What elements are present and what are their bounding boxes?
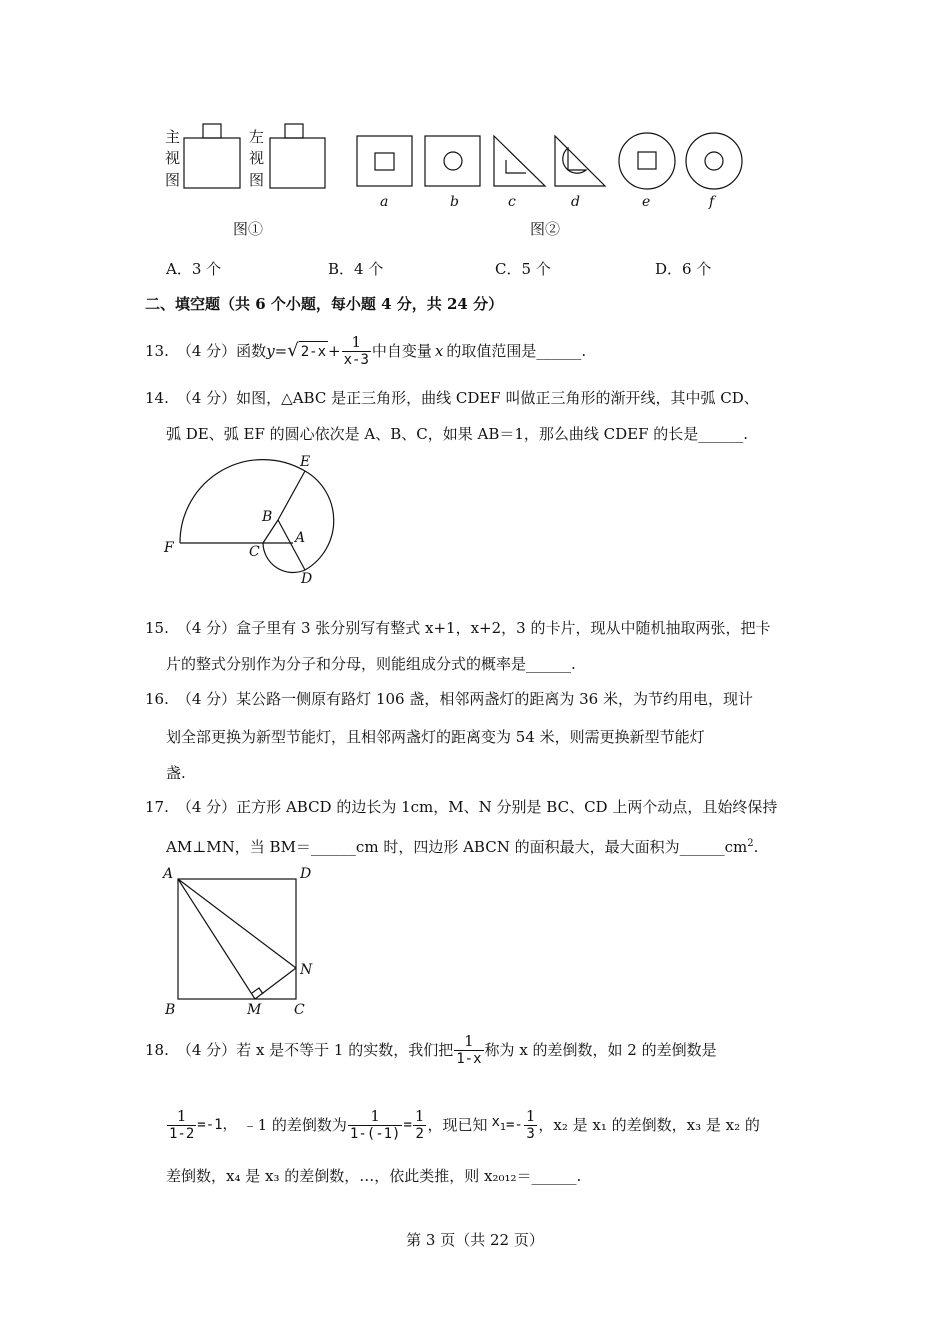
q18-frac2-num: 1 bbox=[176, 1106, 187, 1125]
sqrt-sign: √ bbox=[287, 340, 299, 361]
q17-line1-text: （4 分）正方形 ABCD 的边长为 1cm，M、N 分别是 BC、CD 上两个动点，且始终保持 bbox=[176, 798, 778, 816]
q13-sqrt: 2-x bbox=[299, 341, 328, 362]
q18-line3: 差倒数，x₄ 是 x₃ 的差倒数，…，依此类推，则 x₂₀₁₂＝______. bbox=[166, 1167, 582, 1185]
fig2-caption: 图② bbox=[530, 220, 561, 238]
label-a: A bbox=[295, 530, 306, 546]
shape-c-inner bbox=[506, 160, 526, 173]
q16-line3: 盏. bbox=[166, 764, 186, 782]
q18-line1-pre: （4 分）若 x 是不等于 1 的实数，我们把 bbox=[176, 1041, 454, 1059]
q18-frac-num: 1 bbox=[464, 1031, 474, 1050]
label-f: F bbox=[164, 540, 174, 556]
shape-label-d: d bbox=[571, 194, 580, 210]
q13-plus: + bbox=[328, 342, 341, 360]
q18-number: 18. bbox=[145, 1041, 169, 1059]
page-footer: 第 3 页（共 22 页） bbox=[406, 1231, 544, 1249]
left-view-top bbox=[285, 124, 303, 138]
q17-line2-end: . bbox=[753, 838, 759, 856]
q18-frac3-num: 1 bbox=[370, 1106, 380, 1125]
shape-e-inner bbox=[638, 152, 656, 169]
q13-post: 的取值范围是______. bbox=[446, 342, 587, 360]
shape-b-outer bbox=[425, 136, 480, 186]
label-a: A bbox=[163, 866, 174, 882]
q18-frac4-num: 1 bbox=[414, 1106, 425, 1125]
q18-frac-2 bbox=[167, 1108, 196, 1143]
q18-line2-post: ，x₂ 是 x₁ 的差倒数，x₃ 是 x₂ 的 bbox=[538, 1116, 760, 1134]
q18-line1-post: 称为 x 的差倒数，如 2 的差倒数是 bbox=[484, 1041, 717, 1059]
shape-label-c: c bbox=[508, 194, 516, 210]
q18-frac-3 bbox=[348, 1108, 403, 1143]
q15-number: 15. bbox=[145, 619, 169, 637]
fig1-caption: 图① bbox=[233, 220, 264, 238]
q12-option-d: D．6 个 bbox=[655, 260, 712, 278]
main-view-top bbox=[203, 124, 221, 138]
q18-eq1: =-1， bbox=[197, 1117, 237, 1133]
q18-frac3-den: 1-(-1) bbox=[349, 1125, 401, 1142]
q18-frac-4 bbox=[413, 1108, 427, 1143]
q13-number: 13. bbox=[145, 342, 169, 360]
q13-y: y bbox=[266, 342, 275, 360]
main-view-label-2: 视 bbox=[165, 149, 181, 167]
q16-number: 16. bbox=[145, 690, 169, 708]
left-view-label-1: 左 bbox=[249, 128, 265, 146]
q13-eq: = bbox=[274, 342, 288, 360]
left-view-label-2: 视 bbox=[249, 149, 265, 167]
label-n: N bbox=[300, 962, 313, 978]
q16-line1 bbox=[145, 689, 753, 709]
q18-frac-5 bbox=[524, 1108, 538, 1143]
q15-line1 bbox=[145, 618, 770, 638]
q14-line1 bbox=[145, 388, 759, 408]
shape-f-inner bbox=[705, 152, 723, 170]
line-an bbox=[178, 879, 296, 968]
q13-fraction bbox=[342, 334, 371, 369]
q13-score: （4 分） bbox=[176, 342, 237, 360]
shape-label-e: e bbox=[642, 194, 651, 210]
line-am bbox=[178, 879, 255, 999]
right-angle-mark bbox=[252, 988, 263, 994]
shape-label-f: f bbox=[709, 194, 715, 210]
q12-option-a: A．3 个 bbox=[166, 260, 222, 278]
q14-number: 14. bbox=[145, 389, 169, 407]
q18-line1 bbox=[145, 1030, 717, 1070]
shape-e-outer bbox=[619, 133, 675, 189]
q18-frac-den: 1-x bbox=[456, 1050, 482, 1067]
q18-mid: ﹣1 的差倒数为 bbox=[242, 1116, 347, 1134]
label-d: D bbox=[300, 866, 312, 882]
q16-line1-text: （4 分）某公路一侧原有路灯 106 盏，相邻两盏灯的距离为 36 米，为节约用电，现计 bbox=[176, 690, 753, 708]
q18-known: ，现已知 bbox=[427, 1116, 488, 1134]
q15-line1-text: （4 分）盒子里有 3 张分别写有整式 x+1，x+2，3 的卡片，现从中随机抽取两张，把卡 bbox=[176, 619, 771, 637]
q13-frac-den: x-3 bbox=[343, 351, 369, 368]
q13-mid: 中自变量 bbox=[371, 342, 432, 360]
line-be bbox=[278, 471, 305, 520]
q17-sup: 2 bbox=[747, 838, 754, 849]
q14-line2: 弧 DE、弧 EF 的圆心依次是 A、B、C，如果 AB＝1，那么曲线 CDEF 的长是______. bbox=[166, 425, 749, 443]
q15-line2: 片的整式分别作为分子和分母，则能组成分式的概率是______. bbox=[166, 655, 576, 673]
q13-frac-num: 1 bbox=[351, 332, 362, 351]
left-view-label-3: 图 bbox=[249, 171, 265, 189]
q12-option-b: B．4 个 bbox=[328, 260, 384, 278]
q17-line2-text: AM⊥MN，当 BM＝______cm 时，四边形 ABCN 的面积最大，最大面积为______cm bbox=[166, 838, 748, 856]
label-c: C bbox=[249, 544, 260, 560]
section2-title: 二、填空题（共 6 个小题，每小题 4 分，共 24 分） bbox=[145, 295, 504, 313]
arc-de bbox=[305, 471, 334, 570]
shape-a-inner bbox=[375, 153, 394, 170]
shape-d-inner bbox=[563, 148, 586, 173]
shape-b-inner bbox=[444, 152, 462, 170]
shape-c-triangle bbox=[494, 136, 545, 186]
question-13 bbox=[145, 332, 587, 368]
q18-eq2: = bbox=[403, 1117, 412, 1133]
figure-q17 bbox=[155, 860, 335, 1020]
line-mn bbox=[255, 968, 296, 999]
main-view-body bbox=[184, 138, 240, 188]
q12-option-c: C．5 个 bbox=[495, 260, 551, 278]
label-b: B bbox=[165, 1002, 176, 1018]
q18-frac5-den: 3 bbox=[524, 1125, 538, 1143]
q17-line1 bbox=[145, 797, 777, 817]
q13-pre: 函数 bbox=[236, 342, 267, 360]
q17-number: 17. bbox=[145, 798, 169, 816]
q18-frac4-den: 2 bbox=[413, 1125, 427, 1143]
arc-ef bbox=[180, 460, 305, 543]
shape-a-outer bbox=[357, 136, 412, 186]
q18-frac5-num: 1 bbox=[525, 1106, 536, 1125]
label-e: E bbox=[300, 454, 311, 470]
q18-eq3: =- bbox=[505, 1117, 523, 1133]
label-d: D bbox=[301, 571, 313, 587]
q17-line2 bbox=[166, 834, 758, 857]
main-view-label-3: 图 bbox=[165, 171, 181, 189]
figure-q12 bbox=[0, 0, 950, 250]
label-m: M bbox=[247, 1002, 262, 1018]
shape-label-a: a bbox=[380, 194, 389, 210]
q18-line2 bbox=[166, 1104, 760, 1146]
q13-x: x bbox=[434, 342, 444, 360]
q14-line1-text: （4 分）如图，△ABC 是正三角形，曲线 CDEF 叫做正三角形的渐开线，其中弧 CD、 bbox=[176, 389, 759, 407]
shape-f-outer bbox=[686, 133, 742, 189]
label-b: B bbox=[262, 509, 273, 525]
figure-q14 bbox=[150, 450, 350, 590]
q18-fraction-def bbox=[454, 1033, 483, 1068]
q18-x1: $x_1$ bbox=[491, 1114, 506, 1133]
left-view-body bbox=[270, 138, 325, 188]
label-c: C bbox=[294, 1002, 305, 1018]
q18-frac2-den: 1-2 bbox=[169, 1125, 195, 1142]
shape-label-b: b bbox=[450, 194, 459, 210]
main-view-label-1: 主 bbox=[165, 128, 181, 146]
q16-line2: 划全部更换为新型节能灯，且相邻两盏灯的距离变为 54 米，则需更换新型节能灯 bbox=[166, 728, 705, 746]
